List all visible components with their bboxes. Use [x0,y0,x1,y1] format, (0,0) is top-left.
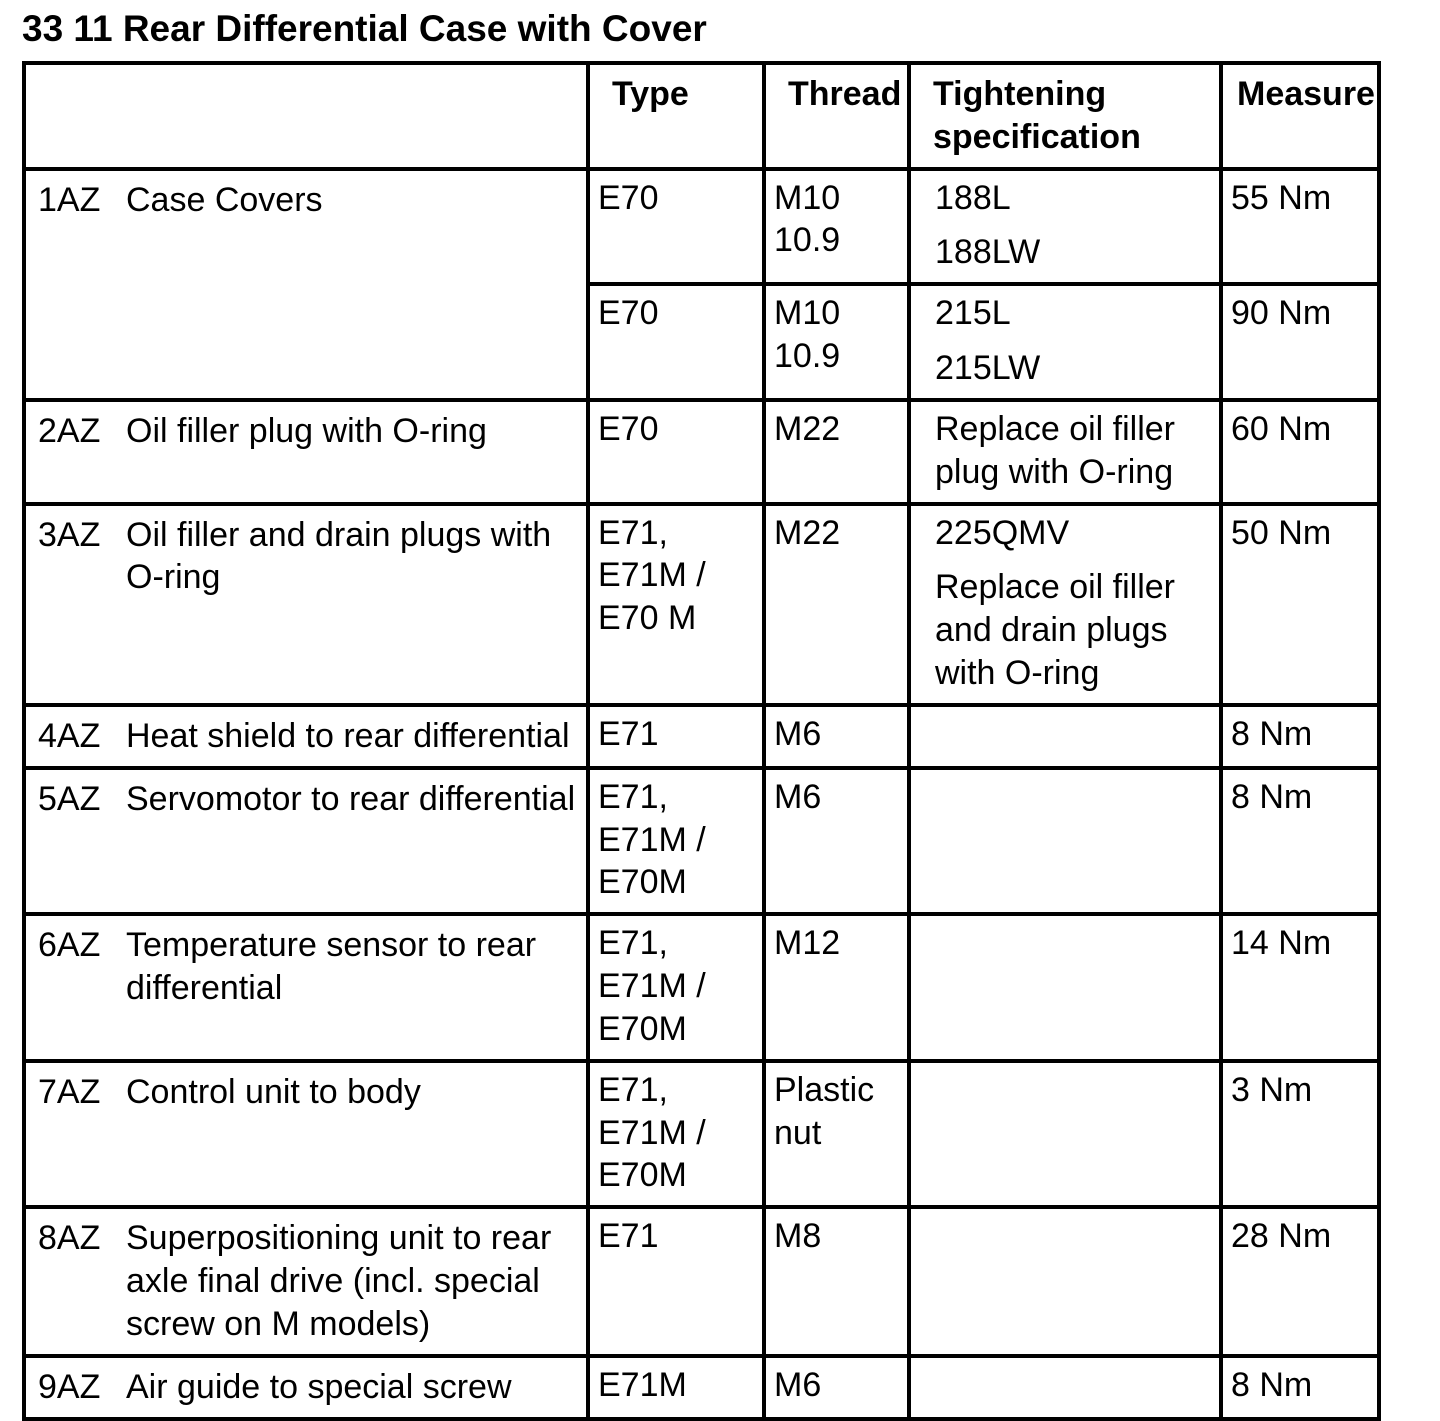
measure-cell: 8 Nm [1221,1356,1379,1419]
item-code: 4AZ [38,716,101,755]
item-desc: Servomotor to rear differential [126,779,576,818]
tightening-cell [909,768,1221,914]
type-cell: E71M [588,1356,764,1419]
item-code: 3AZ [38,515,101,554]
thread-cell: M10 10.9 [764,284,909,400]
item-desc: Heat shield to rear differential [126,716,570,755]
item-wrap [38,1366,582,1409]
item-cell [24,504,588,705]
measure-cell: 60 Nm [1221,400,1379,504]
item-desc: Oil filler plug with O-ring [126,411,487,450]
type-cell: E71, E71M / E70M [588,1061,764,1207]
item-wrap [38,924,582,1010]
tightening-paragraph: 215LW [935,349,1041,388]
measure-cell: 8 Nm [1221,705,1379,768]
thread-cell: M22 [764,504,909,705]
measure-cell: 8 Nm [1221,768,1379,914]
item-cell [24,914,588,1060]
item-desc: Case Covers [126,180,323,219]
measure-cell: 50 Nm [1221,504,1379,705]
type-cell: E71, E71M / E70M [588,768,764,914]
type-cell: E71 [588,1207,764,1355]
table-row [24,1061,1379,1207]
header-row [24,63,1379,169]
item-desc: Temperature sensor to rear differential [126,926,537,1008]
item-code: 8AZ [38,1219,101,1258]
tightening-cell [909,1207,1221,1355]
item-cell [24,400,588,504]
item-cell [24,705,588,768]
tightening-paragraph: 188LW [935,233,1041,272]
item-desc: Air guide to special screw [126,1367,512,1406]
tightening-cell [909,705,1221,768]
thread-cell: M6 [764,768,909,914]
measure-cell: 55 Nm [1221,169,1379,285]
tightening-paragraph: 188L [935,178,1011,217]
table-row [24,400,1379,504]
type-cell: E71, E71M / E70 M [588,504,764,705]
thread-cell: Plastic nut [764,1061,909,1207]
tightening-cell [909,284,1221,400]
table-row [24,768,1379,914]
tightening-paragraph: Replace oil filler plug with O-ring [935,409,1175,491]
tightening-cell [909,400,1221,504]
tightening-paragraph: Replace oil filler and drain plugs with O-ring [935,568,1175,693]
thread-cell: M22 [764,400,909,504]
item-wrap [38,778,582,821]
item-wrap [38,1071,582,1114]
item-desc: Control unit to body [126,1072,421,1111]
thread-cell: M6 [764,1356,909,1419]
thread-cell: M10 10.9 [764,169,909,285]
item-cell [24,1356,588,1419]
item-cell [24,169,588,400]
item-wrap [38,410,582,453]
header-tightening: Tightening specification [909,63,1221,169]
measure-cell: 90 Nm [1221,284,1379,400]
item-code: 7AZ [38,1072,101,1111]
table-row [24,1207,1379,1355]
item-code: 6AZ [38,926,101,965]
type-cell: E70 [588,169,764,285]
type-cell: E71 [588,705,764,768]
item-desc: Oil filler and drain plugs with O-ring [126,515,552,597]
type-cell: E70 [588,284,764,400]
table-row [24,1356,1379,1419]
measure-cell: 14 Nm [1221,914,1379,1060]
item-wrap [38,1217,582,1345]
item-wrap [38,514,582,600]
tightening-cell [909,1061,1221,1207]
torque-spec-table [22,61,1381,1421]
header-type: Type [588,63,764,169]
tightening-paragraph: 215L [935,294,1011,333]
measure-cell: 28 Nm [1221,1207,1379,1355]
header-thread: Thread [764,63,909,169]
type-cell: E70 [588,400,764,504]
tightening-cell [909,504,1221,705]
header-item [24,63,588,169]
item-cell [24,1061,588,1207]
item-code: 9AZ [38,1367,101,1406]
thread-cell: M8 [764,1207,909,1355]
item-cell [24,768,588,914]
item-code: 2AZ [38,411,101,450]
table-row [24,169,1379,285]
tightening-paragraph: 225QMV [935,513,1070,552]
item-wrap [38,715,582,758]
item-code: 1AZ [38,180,101,219]
table-row [24,705,1379,768]
item-cell [24,1207,588,1355]
item-wrap [38,179,582,222]
table-row [24,914,1379,1060]
item-desc: Superpositioning unit to rear axle final drive (incl. special screw on M models) [126,1219,552,1343]
table-row [24,504,1379,705]
tightening-cell [909,914,1221,1060]
thread-cell: M12 [764,914,909,1060]
page-title: 33 11 Rear Differential Case with Cover [22,8,707,49]
tightening-cell [909,1356,1221,1419]
type-cell: E71, E71M / E70M [588,914,764,1060]
thread-cell: M6 [764,705,909,768]
item-code: 5AZ [38,779,101,818]
tightening-cell [909,169,1221,285]
measure-cell: 3 Nm [1221,1061,1379,1207]
header-measure: Measure [1221,63,1379,169]
